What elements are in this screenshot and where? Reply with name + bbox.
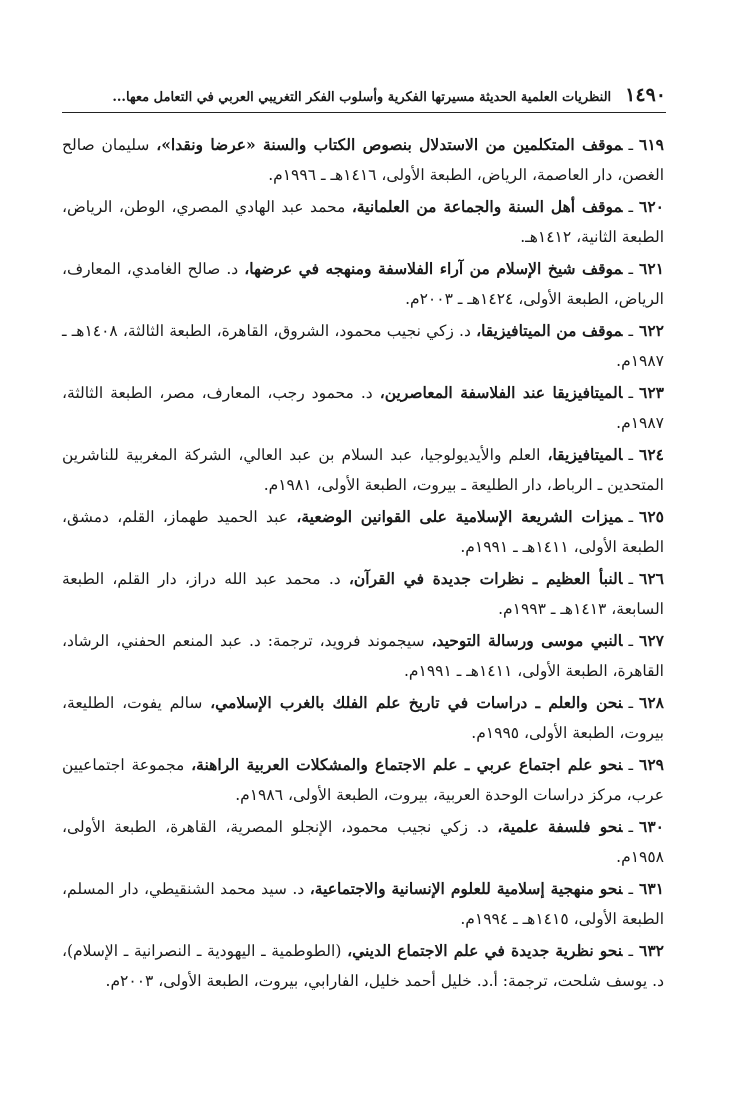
bibliography-entry: ٦٢٢ـموقف من الميتافيزيقا، د. زكي نجيب محمود، الشروق، القاهرة، الطبعة الثالثة، ١٤٠٨هـ ـ ١٩٨٧م.	[62, 321, 664, 370]
entry-details: سليمان صالح الغصن، دار العاصمة، الرياض، الطبعة الأولى، ١٤١٦هـ ـ ١٩٩٦م.	[62, 136, 664, 184]
entry-number: ٦٢٥	[639, 507, 664, 526]
bibliography-entry: ٦٢٦ـالنبأ العظيم ـ نظرات جديدة في القرآن، د. محمد عبد الله دراز، دار القلم، الطبعة السابعة، ١٤١٣هـ ـ ١٩٩٣م.	[62, 569, 664, 618]
bibliography-entry: ٦٣٢ـنحو نظرية جديدة في علم الاجتماع الديني، (الطوطمية ـ اليهودية ـ النصرانية ـ الإسلام)، د. يوسف شلحت، ترجمة: أ.د. خليل أحمد خليل، الفارابي، بيروت، الطبعة الأولى، ٢٠٠٣م.	[62, 941, 664, 990]
entry-details: مجموعة اجتماعيين عرب، مركز دراسات الوحدة العربية، بيروت، الطبعة الأولى، ١٩٨٦م.	[62, 756, 664, 804]
entry-title: موقف المتكلمين من الاستدلال بنصوص الكتاب والسنة «عرضا ونقدا»،	[156, 135, 623, 154]
bibliography-list	[62, 130, 670, 998]
entry-number: ٦٢١	[639, 259, 664, 278]
entry-title: موقف أهل السنة والجماعة من العلمانية،	[351, 197, 623, 216]
entry-details: د. سيد محمد الشنقيطي، دار المسلم، الطبعة الأولى، ١٤١٥هـ ـ ١٩٩٤م.	[62, 880, 664, 928]
entry-details: د. محمد عبد الله دراز، دار القلم، الطبعة السابعة، ١٤١٣هـ ـ ١٩٩٣م.	[62, 570, 664, 618]
entry-details: د. صالح الغامدي، المعارف، الرياض، الطبعة الأولى، ١٤٢٤هـ ـ ٢٠٠٣م.	[62, 260, 664, 308]
entry-details: محمد عبد الهادي المصري، الوطن، الرياض، الطبعة الثانية، ١٤١٢هـ.	[62, 198, 664, 246]
entry-title: النبي موسى ورسالة التوحيد،	[431, 631, 623, 650]
entry-details: عبد الحميد طهماز، القلم، دمشق، الطبعة الأولى، ١٤١١هـ ـ ١٩٩١م.	[62, 508, 664, 556]
page-header	[62, 84, 666, 113]
entry-number: ٦٣٠	[639, 817, 664, 836]
entry-number: ٦٢٨	[639, 693, 664, 712]
entry-details: سيجموند فرويد، ترجمة: د. عبد المنعم الحفني، الرشاد، القاهرة، الطبعة الأولى، ١٤١١هـ ـ ١٩٩١م.	[62, 632, 664, 680]
bibliography-entry: ٦٢٣ـالميتافيزيقا عند الفلاسفة المعاصرين، د. محمود رجب، المعارف، مصر، الطبعة الثالثة، ١٩٨٧م.	[62, 383, 664, 432]
page-number: ١٤٩٠	[625, 84, 666, 106]
entry-title: الميتافيزيقا،	[547, 445, 623, 464]
bibliography-entry: ٦٣١ـنحو منهجية إسلامية للعلوم الإنسانية والاجتماعية، د. سيد محمد الشنقيطي، دار المسلم، الطبعة الأولى، ١٤١٥هـ ـ ١٩٩٤م.	[62, 879, 664, 928]
entry-title: نحو علم اجتماع عربي ـ علم الاجتماع والمشكلات العربية الراهنة،	[191, 755, 623, 774]
entry-number: ٦١٩	[639, 135, 664, 154]
entry-title: نحو منهجية إسلامية للعلوم الإنسانية والاجتماعية،	[309, 879, 623, 898]
bibliography-entry: ٦٣٠ـنحو فلسفة علمية، د. زكي نجيب محمود، الإنجلو المصرية، القاهرة، الطبعة الأولى، ١٩٥٨م.	[62, 817, 664, 866]
entry-details: د. محمود رجب، المعارف، مصر، الطبعة الثالثة، ١٩٨٧م.	[62, 384, 664, 432]
entry-number: ٦٣١	[639, 879, 664, 898]
entry-details: د. زكي نجيب محمود، الشروق، القاهرة، الطبعة الثالثة، ١٤٠٨هـ ـ ١٩٨٧م.	[62, 322, 664, 370]
entry-title: موقف شيخ الإسلام من آراء الفلاسفة ومنهجه في عرضها،	[244, 259, 623, 278]
entry-number: ٦٢٤	[639, 445, 664, 464]
entry-title: النبأ العظيم ـ نظرات جديدة في القرآن،	[348, 569, 623, 588]
entry-number: ٦٢٢	[639, 321, 664, 340]
bibliography-entry: ٦٢٥ـميزات الشريعة الإسلامية على القوانين الوضعية، عبد الحميد طهماز، القلم، دمشق، الطبعة الأولى، ١٤١١هـ ـ ١٩٩١م.	[62, 507, 664, 556]
entry-title: ميزات الشريعة الإسلامية على القوانين الوضعية،	[296, 507, 623, 526]
entry-number: ٦٢٩	[639, 755, 665, 774]
entry-title: نحن والعلم ـ دراسات في تاريخ علم الفلك بالغرب الإسلامي،	[210, 693, 623, 712]
entry-title: نحو فلسفة علمية،	[497, 817, 623, 836]
entry-number: ٦٢٧	[639, 631, 664, 650]
bibliography-entry: ٦٢٤ـالميتافيزيقا، العلم والأيديولوجيا، عبد السلام بن عبد العالي، الشركة المغربية للناشرين المتحدين ـ الرباط، دار الطليعة ـ بيروت، الطبعة الأولى، ١٩٨١م.	[62, 445, 664, 494]
bibliography-entry: ٦٢٠ـموقف أهل السنة والجماعة من العلمانية، محمد عبد الهادي المصري، الوطن، الرياض، الطبعة الثانية، ١٤١٢هـ.	[62, 197, 664, 246]
entry-title: موقف من الميتافيزيقا،	[476, 321, 623, 340]
entry-details: (الطوطمية ـ اليهودية ـ النصرانية ـ الإسلام)، د. يوسف شلحت، ترجمة: أ.د. خليل أحمد خليل، الفارابي، بيروت، الطبعة الأولى، ٢٠٠٣م.	[62, 942, 664, 990]
entry-title: الميتافيزيقا عند الفلاسفة المعاصرين،	[379, 383, 623, 402]
bibliography-entry: ٦٢٧ـالنبي موسى ورسالة التوحيد، سيجموند فرويد، ترجمة: د. عبد المنعم الحفني، الرشاد، القاهرة، الطبعة الأولى، ١٤١١هـ ـ ١٩٩١م.	[62, 631, 664, 680]
entry-number: ٦٢٣	[639, 383, 664, 402]
running-title: النظريات العلمية الحديثة مسيرتها الفكرية وأسلوب الفكر التغريبي العربي في التعامل معها...	[112, 90, 612, 105]
bibliography-entry: ٦٢٩ـنحو علم اجتماع عربي ـ علم الاجتماع والمشكلات العربية الراهنة، مجموعة اجتماعيين عرب، مركز دراسات الوحدة العربية، بيروت، الطبعة الأولى، ١٩٨٦م.	[62, 755, 665, 804]
entry-number: ٦٣٢	[639, 941, 664, 960]
entry-details: د. زكي نجيب محمود، الإنجلو المصرية، القاهرة، الطبعة الأولى، ١٩٥٨م.	[62, 818, 664, 866]
entry-details: سالم يفوت، الطليعة، بيروت، الطبعة الأولى، ١٩٩٥م.	[62, 694, 664, 742]
bibliography-entry: ٦٢١ـموقف شيخ الإسلام من آراء الفلاسفة ومنهجه في عرضها، د. صالح الغامدي، المعارف، الرياض، الطبعة الأولى، ١٤٢٤هـ ـ ٢٠٠٣م.	[62, 259, 664, 308]
entry-number: ٦٢٦	[639, 569, 664, 588]
entry-title: نحو نظرية جديدة في علم الاجتماع الديني،	[347, 941, 623, 960]
entry-number: ٦٢٠	[639, 197, 664, 216]
entry-details: العلم والأيديولوجيا، عبد السلام بن عبد العالي، الشركة المغربية للناشرين المتحدين ـ الرباط، دار الطليعة ـ بيروت، الطبعة الأولى، ١٩٨١م.	[62, 446, 664, 494]
bibliography-entry: ٦١٩ـموقف المتكلمين من الاستدلال بنصوص الكتاب والسنة «عرضا ونقدا»، سليمان صالح الغصن، دار العاصمة، الرياض، الطبعة الأولى، ١٤١٦هـ ـ ١٩٩٦م.	[62, 135, 664, 184]
bibliography-entry: ٦٢٨ـنحن والعلم ـ دراسات في تاريخ علم الفلك بالغرب الإسلامي، سالم يفوت، الطليعة، بيروت، الطبعة الأولى، ١٩٩٥م.	[62, 693, 664, 742]
